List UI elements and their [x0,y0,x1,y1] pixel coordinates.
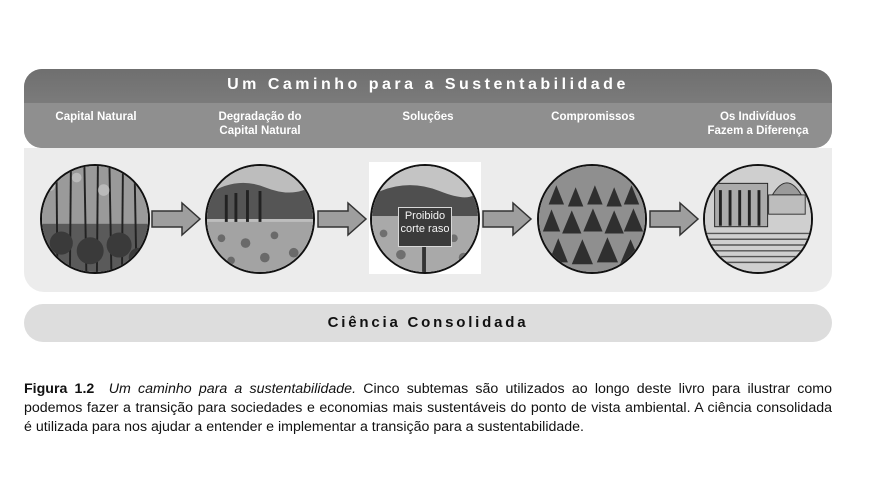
arrow-2-icon [316,201,368,237]
stage-label-individuos: Os Indivíduos Fazem a Diferença [707,111,809,137]
stage-label-degradacao: Degradação do Capital Natural [218,111,302,137]
diagram-title: Um Caminho para a Sustentabilidade [227,76,629,93]
figure-caption [24,380,832,437]
figure-number: Figura 1.2 [24,381,95,397]
arrow-3-icon [481,201,533,237]
stage-label-capital-natural: Capital Natural [55,111,137,123]
degraded-forest-image [205,164,315,274]
prohibited-sign: Proibido corte raso [398,207,452,247]
stage-label-solucoes: Soluções [402,111,454,123]
figure-description: Cinco subtemas são utilizados ao longo deste livro para ilustrar como podemos fazer a transição para sociedades e economias mais sustentáveis do ponto de vista ambiental. A ciência consolidada é utilizada para nos ajudar a entender e implementar a transição para a sustentabilidade. [24,381,832,435]
stage-label-compromissos: Compromissos [551,111,635,123]
arrow-1-icon [150,201,202,237]
natural-forest-image [40,164,150,274]
figure-title: Um caminho para a sustentabilidade. [108,381,357,397]
capitol-building-image [703,164,813,274]
tree-plantation-image [537,164,647,274]
arrow-4-icon [648,201,700,237]
science-label: Ciência Consolidada [327,314,529,331]
